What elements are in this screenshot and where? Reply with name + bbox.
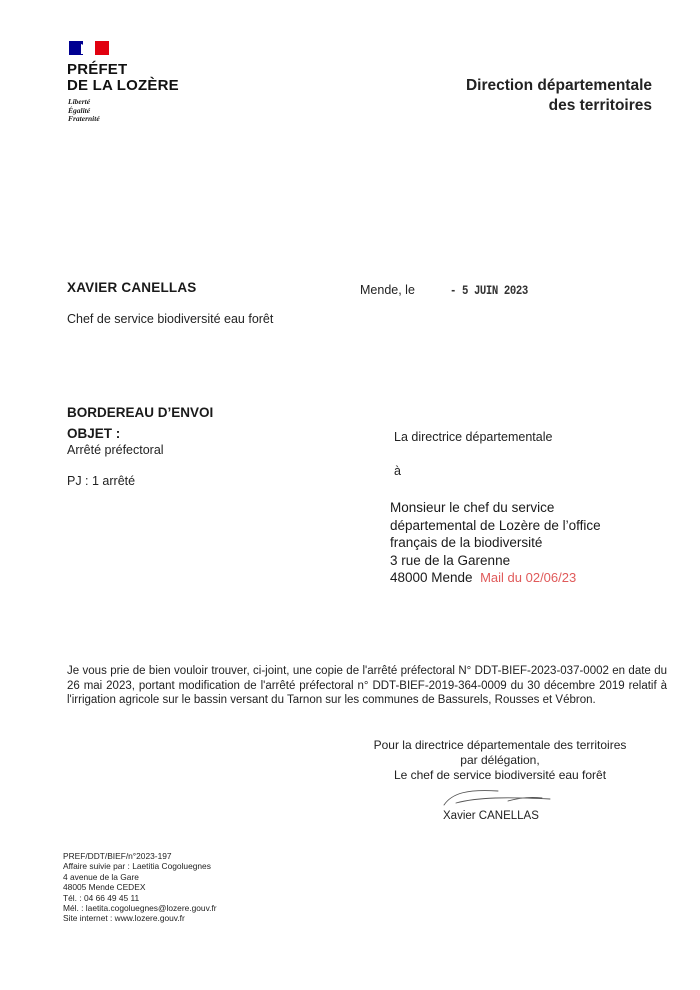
address-line: Monsieur le chef du service [390,500,555,515]
handwritten-signature [438,783,558,811]
footer-website[interactable]: Site internet : www.lozere.gouv.fr [63,913,185,924]
bordereau-title: BORDEREAU D’ENVOI [67,405,214,420]
place-date-label: Mende, le [360,283,415,297]
footer-line: 48005 Mende CEDEX [63,882,146,893]
direction-line: des territoires [548,97,652,114]
attachments-note: PJ : 1 arrêté [67,474,136,488]
footer-line: 4 avenue de la Gare [63,871,139,882]
direction-line: Direction départementale [465,77,652,94]
footer-line: PREF/DDT/BIEF/n°2023-197 [63,851,172,861]
sender-line: La directrice départementale [394,430,553,444]
address-line: français de la biodiversité [390,535,543,550]
address-line: 3 rue de la Garenne [390,552,511,568]
republic-motto [68,98,100,124]
date-stamp: - 5 JUIN 2023 [450,283,528,298]
signer-role: Chef de service biodiversité eau forêt [67,312,274,326]
signed-name: Xavier CANELLAS [443,810,539,822]
motto-line: Égalité [68,105,91,115]
marianne-flag-logo [69,41,109,55]
footer-line: Tél. : 04 66 49 45 11 [63,892,140,903]
prefecture-line: DE LA LOZÈRE [67,77,179,94]
address-city: 48000 Mende [390,570,473,585]
footer-line: Affaire suivie par : Laetitia Cogoluegnes [63,861,211,872]
signer-name: XAVIER CANELLAS [67,280,197,295]
motto-line: Fraternité [68,114,100,124]
objet-label: OBJET : [67,426,121,441]
prefecture-line: PRÉFET [67,61,128,78]
to-word: à [394,464,401,478]
signature-block [340,738,660,783]
footer-email[interactable]: Mél. : laetita.cogoluegnes@lozere.gouv.fr [63,903,217,914]
motto-line: Liberté [68,97,91,106]
signature-line: Le chef de service biodiversité eau forêt [393,768,607,782]
objet-value: Arrêté préfectoral [67,443,164,457]
signature-line: Pour la directrice départementale des territoires [373,738,627,752]
address-line-city [390,569,601,587]
letter-body: Je vous prie de bien vouloir trouver, ci-joint, une copie de l'arrêté préfectoral N° DDT-BIEF-2023-037-0002 en date du 26 mai 2023, portant modification de l'arrêté préfectoral n° DDT-BIEF-2019-364-0009 du 30 décembre 2019 relatif à l'irrigation agricole sur le bassin versant du Tarnon sur les communes de Bassurels, Rousses et Vébron. [67,665,667,707]
direction-heading [466,76,652,116]
footer-contact [63,851,217,924]
recipient-address [390,499,601,587]
prefecture-title [67,62,179,94]
signature-line: par délégation, [460,753,540,767]
mail-annotation: Mail du 02/06/23 [480,570,577,585]
address-line: départemental de Lozère de l’office [390,517,601,533]
